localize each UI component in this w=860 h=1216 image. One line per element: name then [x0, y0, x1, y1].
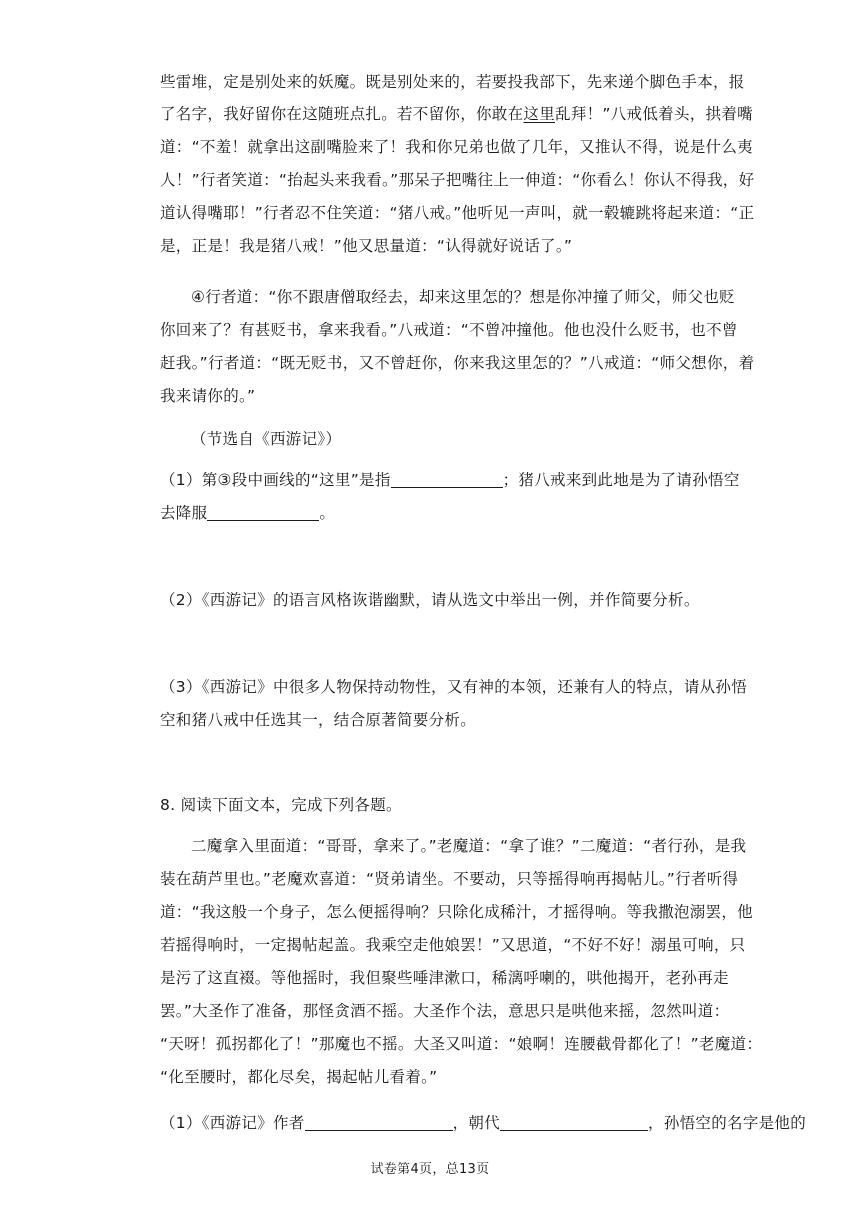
passage-line: 些雷堆，定是别处来的妖魔。既是别处来的，若要投我部下，先来递个脚色手本，报 [160, 73, 745, 91]
passage-line: 是，正是！我是猪八戒！”他又思量道：“认得就好说话了。” [160, 237, 573, 255]
passage-line: 二魔拿入里面道：“哥哥，拿来了。”老魔道：“拿了谁？”二魔道：“者行孙，是我 [191, 837, 747, 855]
passage-line: 若摇得响时，一定揭帖起盖。我乘空走他娘罢！”又思道，“不好不好！溺虽可响，只 [160, 936, 746, 954]
passage-line: 了名字，我好留你在这随班点扎。若不留你，你敢在这里乱拜！”八戒低着头，拱着嘴 [160, 105, 753, 123]
source-note: （节选自《西游记》） [191, 430, 342, 448]
question-7-2: （2）《西游记》的语言风格诙谐幽默，请从选文中举出一例，并作简要分析。 [160, 591, 700, 609]
passage-line: 装在葫芦里也。”老魔欢喜道：“贤弟请坐。不要动，只等摇得响再揭帖儿。”行者听得 [160, 870, 739, 888]
passage-line: 赶我。”行者道：“既无贬书，又不曾赶你，你来我这里怎的？”八戒道：“师父想你，着 [160, 354, 755, 372]
passage-line: 道：“我这般一个身子，怎么便摇得响？只除化成稀汁，才摇得响。等我撒泡溺罢，他 [160, 903, 753, 921]
question-8-1: （1）《西游记》作者 ，朝代 ，孙悟空的名字是他的 [160, 1114, 807, 1132]
answer-blank[interactable] [305, 1114, 453, 1131]
question-7-1: （1）第③段中画线的“这里”是指 ；猪八戒来到此地是为了请孙悟空 [160, 471, 740, 489]
passage-line: 人！”行者笑道：“抬起头来我看。”那呆子把嘴往上一伸道：“你看么！你认不得我，好 [160, 171, 755, 189]
question-8-heading: 8. 阅读下面文本，完成下列各题。 [160, 796, 402, 814]
underlined-term: 这里 [523, 105, 556, 123]
passage-line: “化至腰时，都化尽矣，揭起帖儿看着。” [160, 1068, 438, 1086]
answer-blank[interactable] [391, 471, 503, 488]
question-7-3: （3）《西游记》中很多人物保持动物性，又有神的本领，还兼有人的特点，请从孙悟 [160, 678, 748, 696]
passage-line: 你回来了？有甚贬书，拿来我看。”八戒道：“不曾冲撞他。他也没什么贬书，也不曾 [160, 321, 738, 339]
passage-line: ④行者道：“你不跟唐僧取经去，却来这里怎的？想是你冲撞了师父，师父也贬 [191, 288, 735, 306]
answer-blank[interactable] [207, 504, 319, 521]
passage-line: 我来请你的。” [160, 387, 256, 405]
passage-line: 罢。”大圣作了准备，那怪贪酒不摇。大圣作个法，意思只是哄他来摇，忽然叫道： [160, 1002, 730, 1020]
question-7-3: 空和猪八戒中任选其一，结合原著简要分析。 [160, 711, 477, 729]
passage-line: “天呀！孤拐都化了！”那魔也不摇。大圣又叫道：“娘啊！连腰截骨都化了！”老魔道： [160, 1035, 763, 1053]
passage-line: 是污了这直裰。等他摇时，我但聚些唾津漱口，稀漓呼喇的，哄他揭开，老孙再走 [160, 969, 729, 987]
page-footer: 试卷第4页，总13页 [370, 1162, 490, 1177]
answer-blank[interactable] [500, 1114, 648, 1131]
passage-line: 道：“不羞！就拿出这副嘴脸来了！我和你兄弟也做了几年，又推认不得，说是什么夷 [160, 138, 753, 156]
question-7-1: 去降服 。 [160, 504, 336, 522]
passage-line: 道认得嘴耶！”行者忍不住笑道：“猪八戒。”他听见一声叫，就一毂辘跳将起来道：“正 [160, 204, 755, 222]
